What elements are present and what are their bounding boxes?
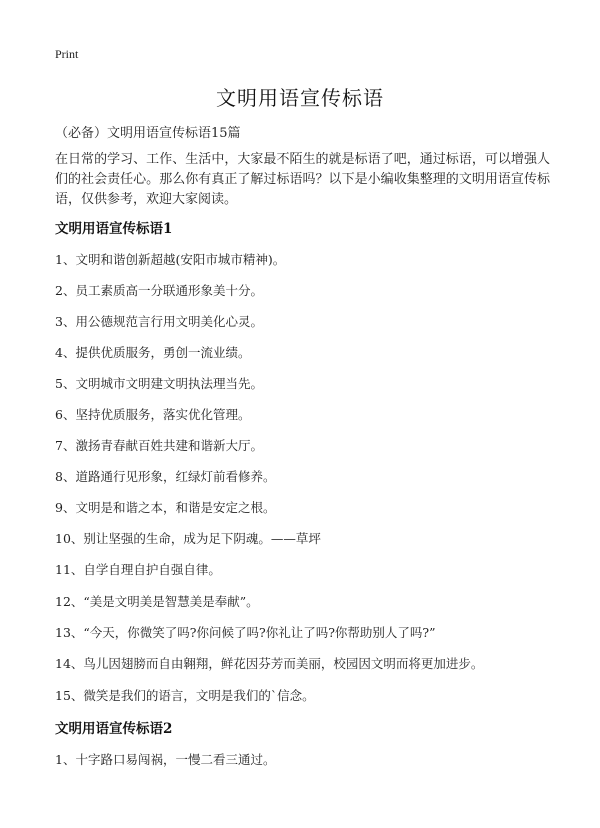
list-item: 3、用公德规范言行用文明美化心灵。: [55, 314, 263, 329]
list-item: 4、提供优质服务，勇创一流业绩。: [55, 345, 251, 360]
list-item: 8、道路通行见形象，红绿灯前看修养。: [55, 469, 276, 484]
list-item: 7、激扬青春献百姓共建和谐新大厅。: [55, 438, 263, 453]
list-item: 14、鸟儿因翅膀而自由翱翔，鲜花因芬芳而美丽，校园因文明而将更加进步。: [55, 656, 484, 671]
list-item: 12、“美是文明美是智慧美是奉献”。: [55, 594, 259, 609]
section-heading-1: 文明用语宣传标语1: [55, 221, 173, 237]
intro-paragraph: 在日常的学习、工作、生活中，大家最不陌生的就是标语了吧，通过标语，可以增强人们的社会责任心。那么你有真正了解过标语吗？以下是小编收集整理的文明用语宣传标语，仅供参考，欢迎大家阅读。: [55, 152, 550, 207]
list-item: 13、“今天，你微笑了吗?你问候了吗?你礼让了吗?你帮助别人了吗?”: [55, 625, 436, 640]
list-item: 9、文明是和谐之本，和谐是安定之根。: [55, 500, 276, 515]
list-item: 2、员工素质高一分联通形象美十分。: [55, 283, 263, 298]
list-item: 11、自学自理自护自强自律。: [55, 562, 221, 577]
list-item: 10、别让坚强的生命，成为足下阴魂。——草坪: [55, 531, 321, 546]
list-item: 15、微笑是我们的语言，文明是我们的`信念。: [55, 688, 315, 703]
section-heading-2: 文明用语宣传标语2: [55, 721, 173, 737]
list-item: 5、文明城市文明建文明执法理当先。: [55, 376, 263, 391]
list-item: 1、文明和谐创新超越(安阳市城市精神)。: [55, 252, 286, 267]
document-subtitle: （必备）文明用语宣传标语15篇: [55, 126, 241, 141]
page-title: 文明用语宣传标语: [216, 86, 384, 110]
list-item: 6、坚持优质服务，落实优化管理。: [55, 407, 251, 422]
print-label: Print: [55, 47, 79, 61]
list-item: 1、十字路口易闯祸，一慢二看三通过。: [55, 752, 276, 767]
